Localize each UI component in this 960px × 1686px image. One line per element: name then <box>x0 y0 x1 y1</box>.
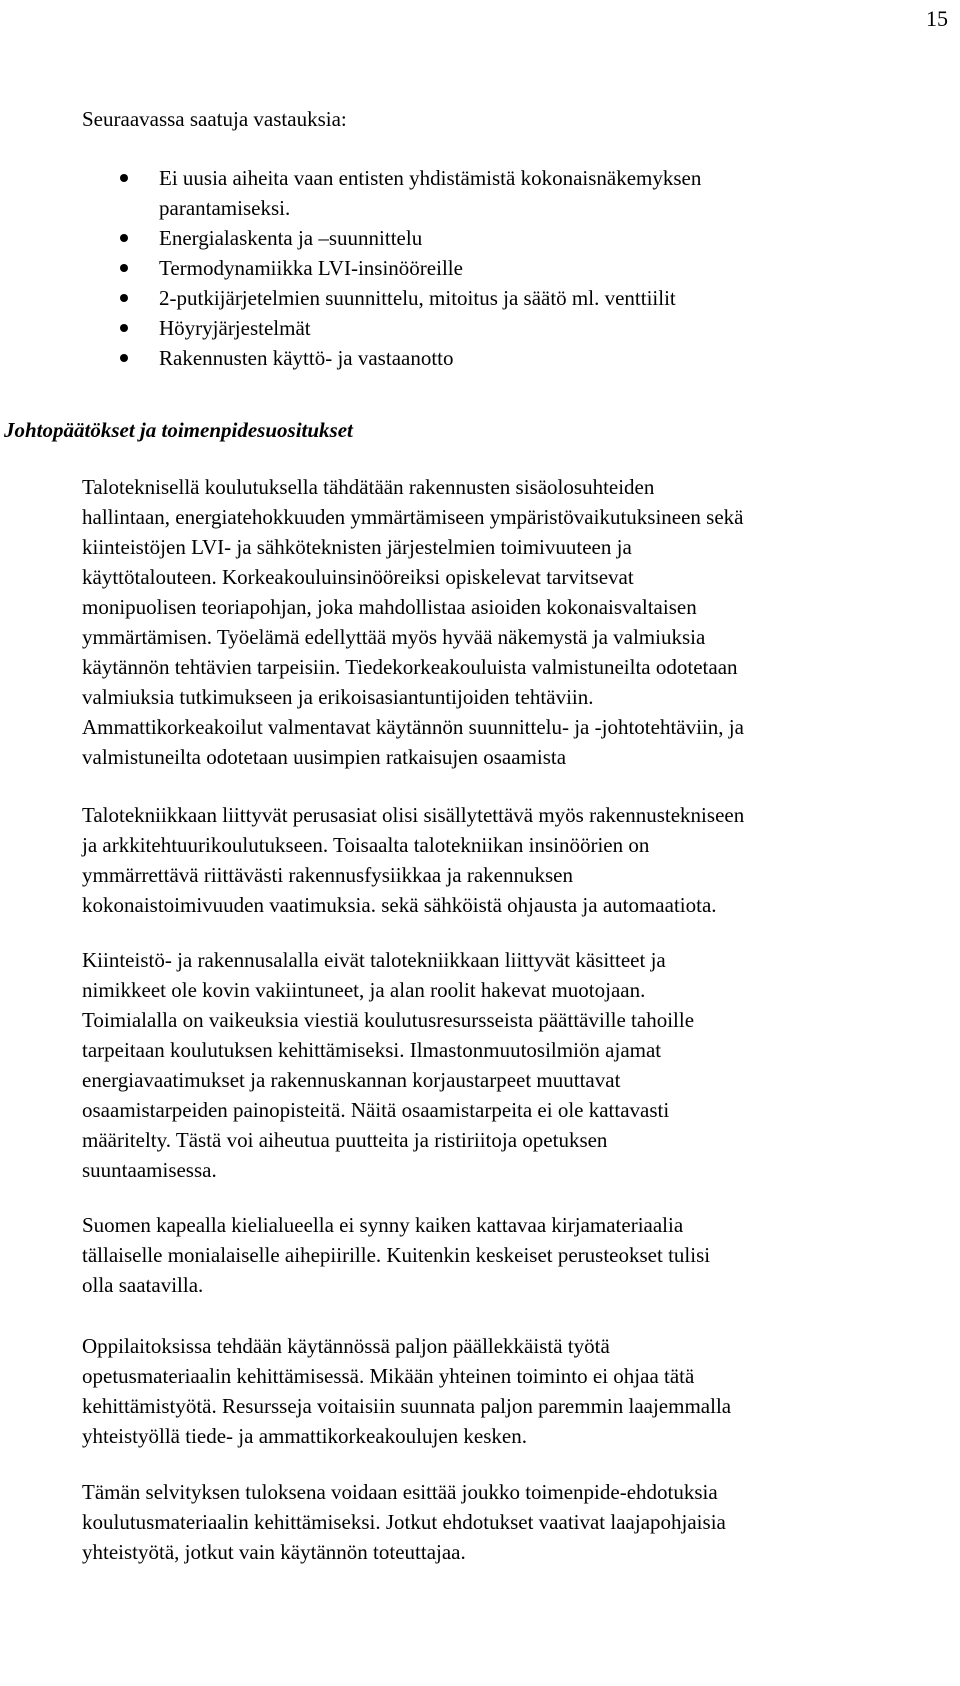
paragraph-line: yhteistyöllä tiede- ja ammattikorkeakoulujen kesken. <box>82 1424 527 1448</box>
intro-text: Seuraavassa saatuja vastauksia: <box>82 107 347 131</box>
paragraph-line: Oppilaitoksissa tehdään käytännössä paljon päällekkäistä työtä <box>82 1334 610 1358</box>
list-item <box>82 223 922 253</box>
list-item <box>82 253 922 283</box>
paragraph-overlap <box>82 1331 908 1451</box>
paragraph-literature <box>82 1210 908 1300</box>
paragraph-line: olla saatavilla. <box>82 1273 204 1297</box>
paragraph-line: nimikkeet ole kovin vakiintuneet, ja alan roolit hakevat muotojaan. <box>82 978 646 1002</box>
paragraph-line: tarpeitaan koulutuksen kehittämiseksi. Ilmastonmuutosilmiön ajamat <box>82 1038 662 1062</box>
paragraph-line: Kiinteistö- ja rakennusalalla eivät talotekniikkaan liittyvät käsitteet ja <box>82 948 666 972</box>
paragraph-line: kokonaistoimivuuden vaatimuksia. sekä sähköistä ohjausta ja automaatiota. <box>82 893 717 917</box>
paragraph-line: osaamistarpeiden painopisteitä. Näitä osaamistarpeita ei ole kattavasti <box>82 1098 670 1122</box>
paragraph-line: Suomen kapealla kielialueella ei synny kaiken kattavaa kirjamateriaalia <box>82 1213 684 1237</box>
paragraph-line: Toimialalla on vaikeuksia viestiä koulutusresursseista päättäville tahoille <box>82 1008 695 1032</box>
list-item-text: 2-putkijärjetelmien suunnittelu, mitoitus ja säätö ml. venttiilit <box>159 286 676 310</box>
list-item <box>82 283 922 313</box>
paragraph-line: tällaiselle monialaiselle aihepiirille. Kuitenkin keskeiset perusteokset tulisi <box>82 1243 711 1267</box>
paragraph-line: Ammattikorkeakoilut valmentavat käytännön suunnittelu- ja -johtotehtäviin, ja <box>82 715 744 739</box>
list-item-line: Ei uusia aiheita vaan entisten yhdistämistä kokonaisnäkemyksen <box>159 166 702 190</box>
paragraph-line: ymmärtämisen. Työelämä edellyttää myös hyvää näkemystä ja valmiuksia <box>82 625 706 649</box>
list-item-text: Termodynamiikka LVI-insinööreille <box>159 256 463 280</box>
paragraph-line: ymmärrettävä riittävästi rakennusfysiikkaa ja rakennuksen <box>82 863 573 887</box>
paragraph-line: energiavaatimukset ja rakennuskannan korjaustarpeet muuttavat <box>82 1068 621 1092</box>
paragraph-line: kiinteistöjen LVI- ja sähköteknisten järjestelmien toimivuuteen ja <box>82 535 632 559</box>
paragraph-terminology <box>82 945 908 1185</box>
paragraph-line: Taloteknisellä koulutuksella tähdätään rakennusten sisäolosuhteiden <box>82 475 655 499</box>
paragraph-line: käytännön tehtävien tarpeisiin. Tiedekorkeakouluista valmistuneilta odotetaan <box>82 655 738 679</box>
paragraph-line: määritelty. Tästä voi aiheutua puutteita ja ristiriitoja opetuksen <box>82 1128 608 1152</box>
list-item-text <box>159 163 719 223</box>
answer-list <box>82 163 922 373</box>
paragraph-line: ja arkkitehtuurikoulutukseen. Toisaalta talotekniikan insinöörien on <box>82 833 650 857</box>
paragraph-line: hallintaan, energiatehokkuuden ymmärtämiseen ympäristövaikutuksineen sekä <box>82 505 744 529</box>
paragraph-line: Talotekniikkaan liittyvät perusasiat olisi sisällytettävä myös rakennustekniseen <box>82 803 745 827</box>
paragraph-line: valmiuksia tutkimukseen ja erikoisasiantuntijoiden tehtäviin. <box>82 685 594 709</box>
list-item-text: Energialaskenta ja –suunnittelu <box>159 226 423 250</box>
paragraph-conclusions <box>82 472 908 772</box>
paragraph-line: opetusmateriaalin kehittämisessä. Mikään yhteinen toiminto ei ohjaa tätä <box>82 1364 695 1388</box>
paragraph-line: kehittämistyötä. Resursseja voitaisiin suunnata paljon paremmin laajemmalla <box>82 1394 732 1418</box>
paragraph-proposals <box>82 1477 908 1567</box>
paragraph-line: Tämän selvityksen tuloksena voidaan esittää joukko toimenpide-ehdotuksia <box>82 1480 718 1504</box>
list-item-text: Höyryjärjestelmät <box>159 316 311 340</box>
paragraph-line: valmistuneilta odotetaan uusimpien ratkaisujen osaamista <box>82 745 567 769</box>
paragraph-line: koulutusmateriaalin kehittämiseksi. Jotkut ehdotukset vaativat laajapohjaisia <box>82 1510 726 1534</box>
list-item-text: Rakennusten käyttö- ja vastaanotto <box>159 346 454 370</box>
list-item <box>82 313 922 343</box>
paragraph-line: käyttötalouteen. Korkeakouluinsinööreiksi opiskelevat tarvitsevat <box>82 565 634 589</box>
list-item-line: parantamiseksi. <box>159 196 291 220</box>
paragraph-basics <box>82 800 908 920</box>
list-item <box>82 163 922 223</box>
paragraph-line: monipuolisen teoriapohjan, joka mahdollistaa asioiden kokonaisvaltaisen <box>82 595 697 619</box>
list-item <box>82 343 922 373</box>
paragraph-line: yhteistyötä, jotkut vain käytännön toteuttajaa. <box>82 1540 466 1564</box>
paragraph-line: suuntaamisessa. <box>82 1158 217 1182</box>
section-heading: Johtopäätökset ja toimenpidesuositukset <box>4 418 353 442</box>
page-number: 15 <box>926 6 948 31</box>
